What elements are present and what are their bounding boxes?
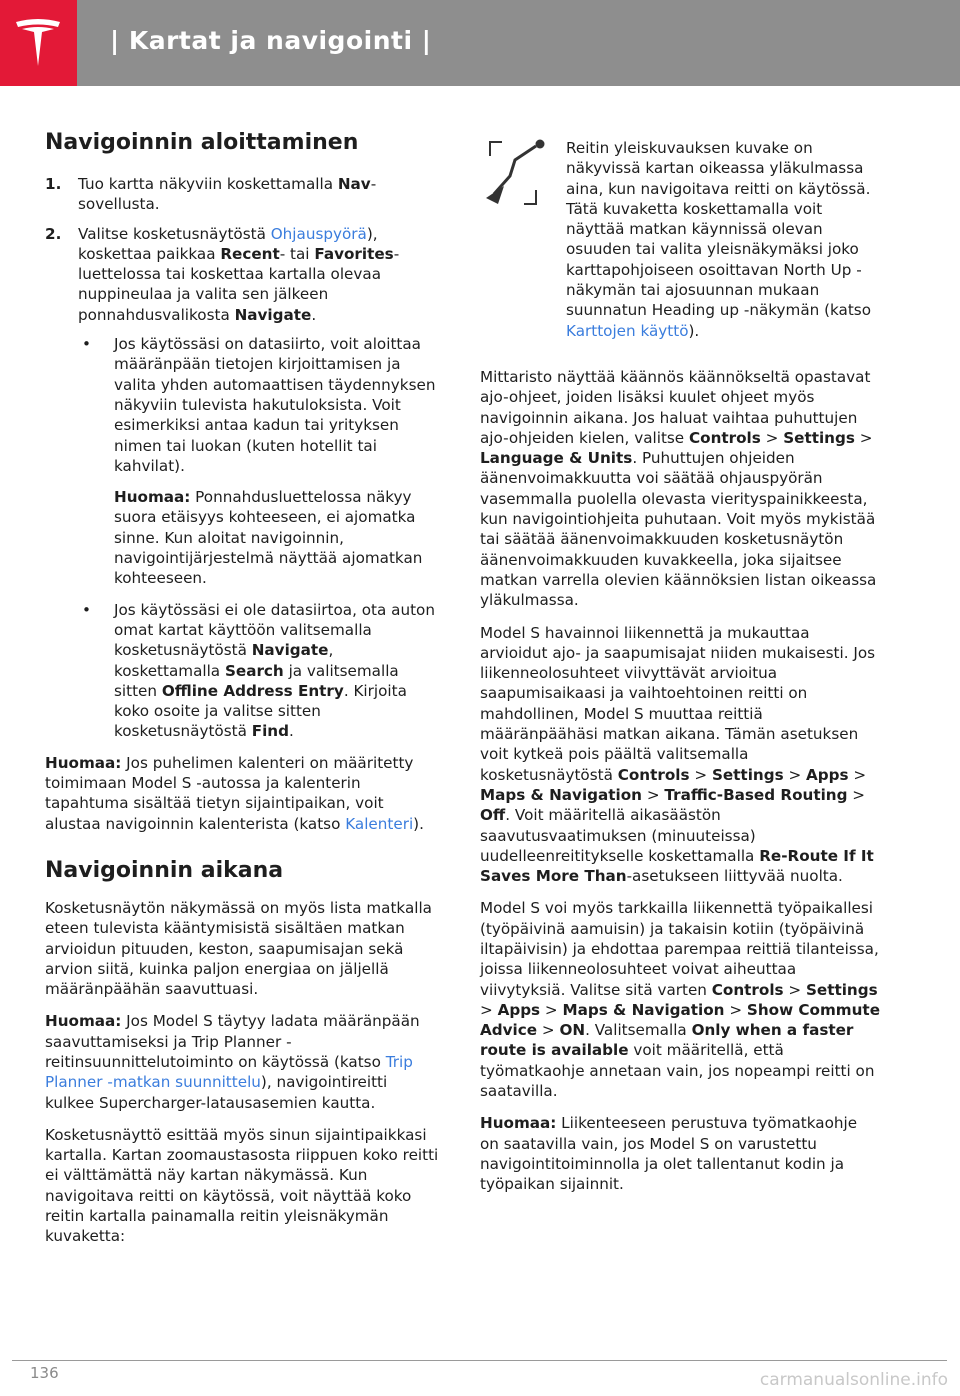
link-ohjauspyora[interactable]: Ohjauspyörä <box>270 224 367 243</box>
bullet-list <box>78 334 440 742</box>
note: Huomaa: Ponnahdusluettelossa näkyy suora etäisyys kohteeseen, ei ajomatka sinne. Kun aloitat navigoinnin, navigointijärjestelmä näyttää ajomatkan kohteeseen. <box>114 488 423 588</box>
chapter-title: | Kartat ja navigointi | <box>110 26 432 55</box>
note: Huomaa: Liikenteeseen perustuva työmatkaohje on saatavilla vain, jos Model S on varustettu navigointitoiminnolla ja olet tallentanut kodin ja työpaikan sijainnit. <box>480 1114 858 1194</box>
footer-divider <box>12 1360 947 1361</box>
section-heading: Navigoinnin aloittaminen <box>45 130 359 155</box>
note: Huomaa: Jos Model S täytyy ladata määränpään saavuttamiseksi ja Trip Planner -reitinsuunnittelutoiminto on käytössä (katso Trip Planner -matkan suunnittelu), navigointireitti kulkee Supercharger-latausasemien kautta. <box>45 1012 420 1112</box>
paragraph: Kosketusnäyttö esittää myös sinun sijaintipaikkasi kartalla. Kartan zoomaustasosta riippuen koko reitti ei välttämättä näy kartan näkymässä. Kun navigoitava reitti on käytössä, voit näyttää koko reitin kartalla painamalla reitin yleisnäkymän kuvaketta: <box>45 1125 439 1246</box>
list-item: • Jos käytössäsi ei ole datasiirtoa, ota auton omat kartat käyttöön valitsemalla kosketusnäytöstä Navigate, koskettamalla Search ja valitsemalla sitten Offline Address Entry. Kirjoita koko osoite ja valitse sitten kosketusnäytöstä Find. <box>82 600 435 741</box>
paragraph: Mittaristo näyttää käännös käännökseltä opastavat ajo-ohjeet, joiden lisäksi kuulet ohjeet myös navigoinnin aikana. Jos haluat vaihtaa puhuttujen ajo-ohjeiden kielen, valitse Controls > Settings > Language & Units. Puhuttujen ohjeiden äänenvoimakkuutta voi säätää ohjauspyörän vasemmalla puolella olevasta vierityspainikkeesta, kun navigointiohjeita puhutaan. Voit myös mykistää tai säätää äänenvoimakkuuden kosketusnäytön äänenvoimakkuuden kuvakkeella, joka sijaitsee matkan varrella olevien käännöksien listan oikeassa yläkulmassa. <box>480 367 877 610</box>
step-item: 2. Valitse kosketusnäytöstä Ohjauspyörä), koskettaa paikkaa Recent- tai Favorites-luettelossa tai koskettaa kartalla olevaa nuppineulaa ja valita sen jälkeen ponnahdusvalikosta Navigate. <box>45 224 400 324</box>
bullet-icon: • <box>82 335 91 354</box>
link-kalenteri[interactable]: Kalenteri <box>345 814 414 833</box>
link-trip-planner[interactable]: Trip Planner -matkan suunnittelu <box>45 1052 413 1092</box>
watermark: carmanualsonline.info <box>759 1370 948 1390</box>
bullet-icon: • <box>82 600 91 619</box>
paragraph: Kosketusnäytön näkymässä on myös lista matkalla eteen tulevista kääntymisistä sisältäen matkan arvioidun pituuden, keston, saapumisajan sekä arvion siitä, kuinka paljon energiaa on jäljellä määränpäähän saavuttuasi. <box>45 898 432 999</box>
tesla-logo-icon <box>14 18 62 68</box>
left-column <box>45 130 440 1259</box>
list-item: • Jos käytössäsi on datasiirto, voit aloittaa määränpään tietojen kirjoittamisen ja valita yhden automaattisen täydennyksen näkyviin tulevista hakutuloksista. Voit esimerkiksi antaa kadun tai yrityksen nimen tai luokan (kuten hotellit tai kahvilat). <box>82 335 436 475</box>
header-bar <box>0 0 960 86</box>
link-karttojen-kaytto[interactable]: Karttojen käyttö <box>566 321 689 340</box>
tesla-logo <box>0 0 77 86</box>
section-heading: Navigoinnin aikana <box>45 857 284 883</box>
step-item: 1. Tuo kartta näkyviin koskettamalla Nav-sovellusta. <box>45 175 377 214</box>
paragraph: Model S havainnoi liikennettä ja mukauttaa arvioidut ajo- ja saapumisajat niiden mukaisesti. Jos liikenneolosuhteet viivyttävät arvioitua saapumisaikaasi ja vaihtoehtoinen reitti on mahdollinen, Model S muuttaa reittiä määränpäähäsi matkan aikana. Tämän asetuksen voit kytkeä pois päältä valitsemalla kosketusnäytöstä Controls > Settings > Apps > Maps & Navigation > Traffic-Based Routing > Off. Voit määritellä aikasäästön saavutusvaatimuksen (minuuteissa) uudelleenreititykselle koskettamalla Re-Route If It Saves More Than-asetukseen liittyvää nuolta. <box>480 623 876 886</box>
step-number: 1. <box>45 175 62 193</box>
note: Huomaa: Jos puhelimen kalenteri on määritetty toimimaan Model S -autossa ja kalenterin tapahtuma sisältää tietyn sijaintipaikan, voit alustaa navigoinnin kalenterista (katso Kalenteri). <box>45 753 424 833</box>
route-overview-row: Reitin yleiskuvauksen kuvake on näkyvissä kartan oikeassa yläkulmassa aina, kun navigoitava reitti on käytössä. Tätä kuvaketta koskettamalla voit näyttää matkan käynnissä olevan osuuden tai valita yleisnäkymäksi joko karttapohjoiseen osoittavan North Up -näkymän tai ajosuunnan mukaan suunnatun Heading up -näkymän (katso Karttojen käyttö). <box>480 138 880 341</box>
step-number: 2. <box>45 224 62 243</box>
right-column <box>480 138 880 1207</box>
paragraph: Model S voi myös tarkkailla liikennettä työpaikallesi (työpäivinä aamuisin) ja takaisin kotiin (työpäivinä iltapäivisin) ja ehdottaa parempaa reittiä tilanteissa, joissa liikenneolosuhteet voivat aiheuttaa viivytyksiä. Valitse sitä varten Controls > Settings > Apps > Maps & Navigation > Show Commute Advice > ON. Valitsemalla Only when a faster route is available voit määritellä, että työmatkaohje annetaan vain, jos nopeampi reitti on saatavilla. <box>480 899 880 1101</box>
page-number: 136 <box>30 1364 59 1382</box>
route-overview-icon <box>482 138 552 208</box>
